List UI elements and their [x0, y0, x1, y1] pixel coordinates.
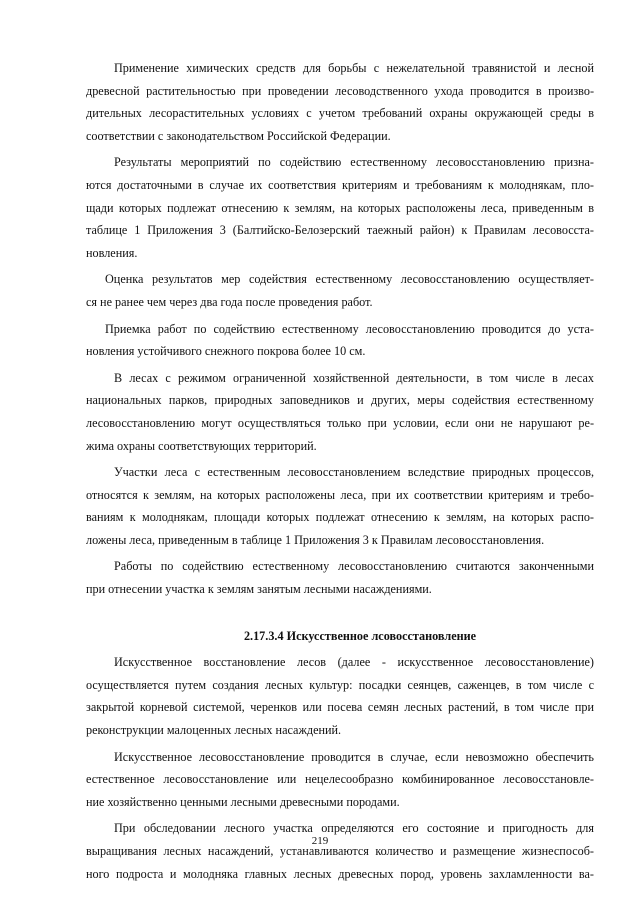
- text-line: Искусственное восстановление лесов (далее - искусственное лесовосстановление): [114, 655, 594, 670]
- text-line: соответствии с законодательством Российской Федерации.: [86, 128, 391, 143]
- text-line: лесовосстановлению могут осуществляться только при условии, если они не нарушают ре-: [86, 415, 594, 430]
- text-line: Применение химических средств для борьбы с нежелательной травянистой и лесной: [114, 61, 594, 75]
- text-line: естественное лесовосстановление или нецелесообразно комбинированное лесовосстановле-: [86, 772, 594, 787]
- text-line: жима охраны соответствующих территорий.: [86, 438, 317, 453]
- paragraph-artificial-definition: [86, 651, 594, 741]
- text-line: ного подроста и молодняка главных лесных древесных пород, уровень захламленности ва-: [86, 866, 594, 881]
- text-line: ваниям к молоднякам, площади которых подлежат отнесению к землям, на которых распо-: [86, 510, 594, 525]
- text-line: В лесах с режимом ограниченной хозяйственной деятельности, в том числе в лесах: [114, 370, 594, 385]
- text-line: Приемка работ по содействию естественному лесовосстановлению проводится до уста-: [105, 321, 594, 336]
- paragraph-chemical-means: [86, 57, 594, 147]
- text-line: реконструкции малоценных лесных насаждений.: [86, 723, 342, 738]
- text-line: ются достаточными в случае их соответствия критериям и требованиям к молоднякам, пло-: [86, 177, 594, 192]
- text-line: при отнесении участка к землям занятым лесными насаждениями.: [86, 582, 432, 597]
- paragraph-acceptance: [86, 318, 594, 363]
- text-line: ложены леса, приведенным в таблице 1 Приложения 3 к Правилам лесовосстановления.: [86, 532, 545, 547]
- text-line: щади которых подлежат отнесению к землям, на которых расположены леса, приведенным в: [86, 200, 594, 215]
- paragraph-results: [86, 151, 594, 264]
- paragraph-restricted-forests: [86, 367, 594, 457]
- text-line: древесной растительностью при проведении лесоводственного ухода проводится в произво-: [86, 83, 594, 98]
- text-line: Искусственное лесовосстановление проводится в случае, если невозможно обеспечить: [114, 749, 594, 764]
- page-number: 219: [311, 835, 329, 847]
- text-line: таблице 1 Приложения 3 (Балтийско-Белозерский таежный район) к Правилам лесовосста-: [86, 223, 594, 238]
- text-line: осуществляется путем создания лесных культур: посадки сеянцев, саженцев, в том числе с: [86, 677, 594, 692]
- text-line: Результаты мероприятий по содействию естественному лесовосстановлению призна-: [114, 155, 594, 170]
- paragraph-assessment: [86, 268, 594, 313]
- text-line: Оценка результатов мер содействия естественному лесовосстановлению осуществляет-: [105, 272, 594, 287]
- text-line: Работы по содействию естественному лесовосстановлению считаются законченными: [114, 559, 594, 574]
- text-line: новления.: [86, 245, 138, 260]
- section-heading: 2.17.3.4 Искусственное лсовосстановление: [243, 628, 477, 643]
- text-line: Участки леса с естественным лесовосстановлением вследствие природных процессов,: [114, 465, 594, 480]
- text-line: При обследовании лесного участка определяются его состояние и пригодность для: [114, 821, 594, 836]
- text-line: закрытой корневой системой, черенков или посева семян лесных растений, в том числе при: [86, 700, 594, 715]
- text-line: выращивания лесных насаждений, устанавливаются количество и размещение жизнеспособ-: [86, 844, 594, 858]
- text-line: дительных лесорастительных условиях с учетом требований охраны окружающей среды в: [86, 106, 594, 121]
- paragraph-completion: [86, 555, 594, 600]
- paragraph-natural-plots: [86, 461, 594, 551]
- paragraph-site-survey: [86, 817, 594, 885]
- text-line: относятся к землям, на которых расположены леса, при их соответствии критериям и требо-: [86, 487, 594, 502]
- text-line: ние хозяйственно ценными лесными древесными породами.: [86, 794, 400, 809]
- text-line: ся не ранее чем через два года после проведения работ.: [86, 294, 373, 309]
- text-line: национальных парков, природных заповедников и других, меры содействия естественному: [86, 393, 594, 408]
- text-line: новления устойчивого снежного покрова более 10 см.: [86, 344, 366, 359]
- paragraph-artificial-conditions: [86, 746, 594, 814]
